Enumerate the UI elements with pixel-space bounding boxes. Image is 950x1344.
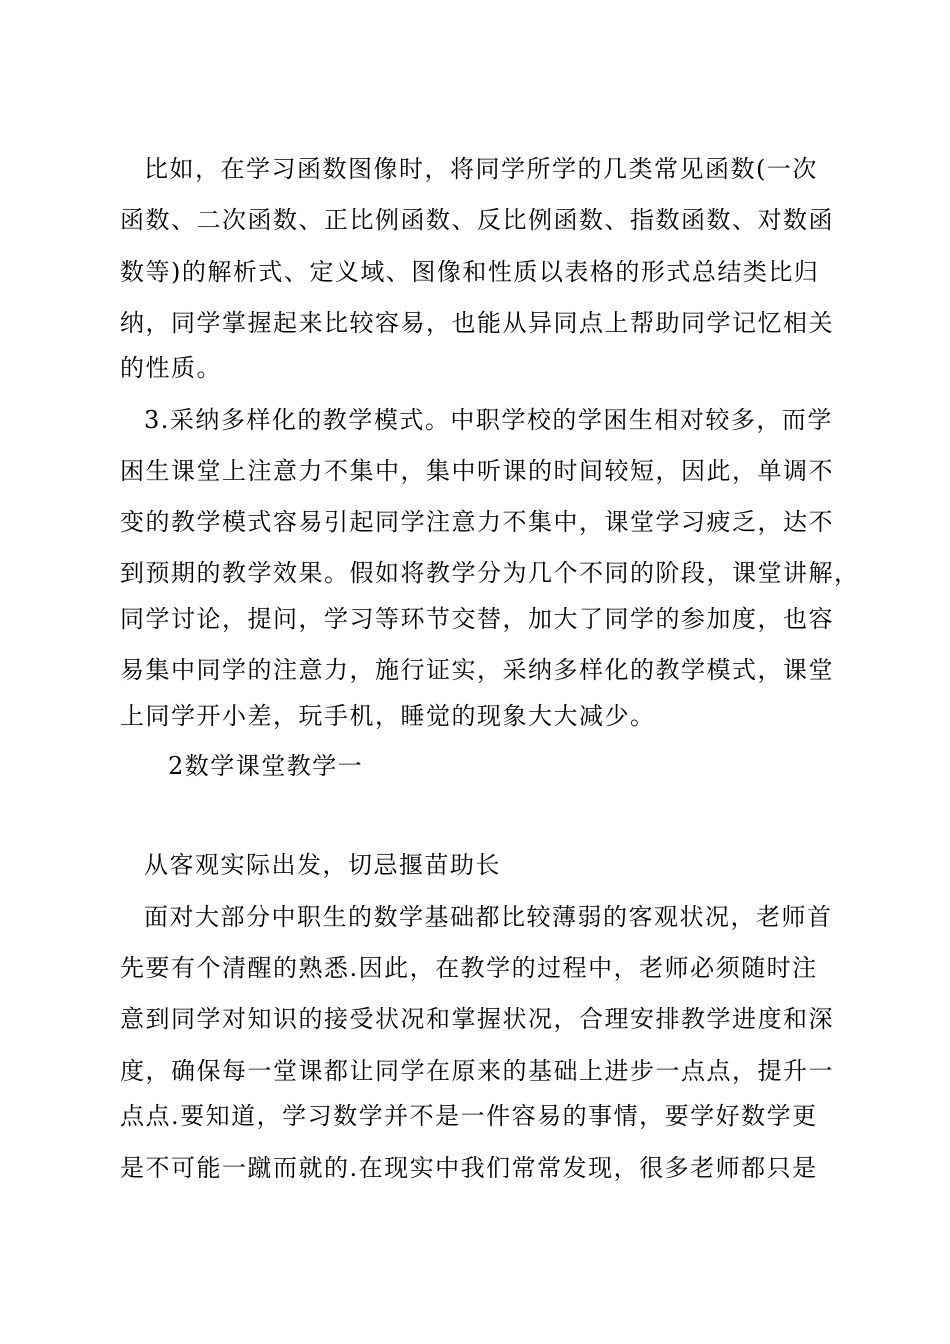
paragraph-line: 3.采纳多样化的教学模式。中职学校的学困生相对较多，而学 xyxy=(144,406,833,434)
paragraph-line: 易集中同学的注意力，施行证实，采纳多样化的教学模式，课堂 xyxy=(120,656,834,684)
paragraph-line: 比如，在学习函数图像时，将同学所学的几类常见函数(一次 xyxy=(144,155,818,183)
paragraph-line: 度，确保每一堂课都让同学在原来的基础上进步一点点，提升一 xyxy=(120,1057,834,1085)
paragraph-line: 函数、二次函数、正比例函数、反比例函数、指数函数、对数函 xyxy=(120,206,834,234)
subheading: 从客观实际出发，切忌揠苗助长 xyxy=(144,851,501,879)
paragraph-line: 点点.要知道，学习数学并不是一件容易的事情，要学好数学更 xyxy=(120,1102,818,1130)
paragraph-line: 到预期的教学效果。假如将教学分为几个不同的阶段，课堂讲解， xyxy=(120,559,860,587)
paragraph-line: 意到同学对知识的接受状况和掌握状况，合理安排教学进度和深 xyxy=(120,1005,834,1033)
paragraph-line: 变的教学模式容易引起同学注意力不集中，课堂学习疲乏，达不 xyxy=(120,508,834,536)
paragraph-line: 先要有个清醒的熟悉.因此，在教学的过程中，老师必须随时注 xyxy=(120,954,818,982)
paragraph-line: 是不可能一蹴而就的.在现实中我们常常发现，很多老师都只是 xyxy=(120,1154,818,1182)
paragraph-line: 数等)的解析式、定义域、图像和性质以表格的形式总结类比归 xyxy=(120,258,820,286)
paragraph-line: 上同学开小差，玩手机，睡觉的现象大大减少。 xyxy=(120,702,656,730)
paragraph-line: 的性质。 xyxy=(120,354,222,382)
paragraph-line: 困生课堂上注意力不集中，集中听课的时间较短，因此，单调不 xyxy=(120,457,834,485)
paragraph-line: 纳，同学掌握起来比较容易，也能从异同点上帮助同学记忆相关 xyxy=(120,309,834,337)
paragraph-line: 同学讨论，提问，学习等环节交替，加大了同学的参加度，也容 xyxy=(120,605,834,633)
section-heading: 2数学课堂教学一 xyxy=(168,752,364,780)
paragraph-line: 面对大部分中职生的数学基础都比较薄弱的客观状况，老师首 xyxy=(144,903,833,931)
